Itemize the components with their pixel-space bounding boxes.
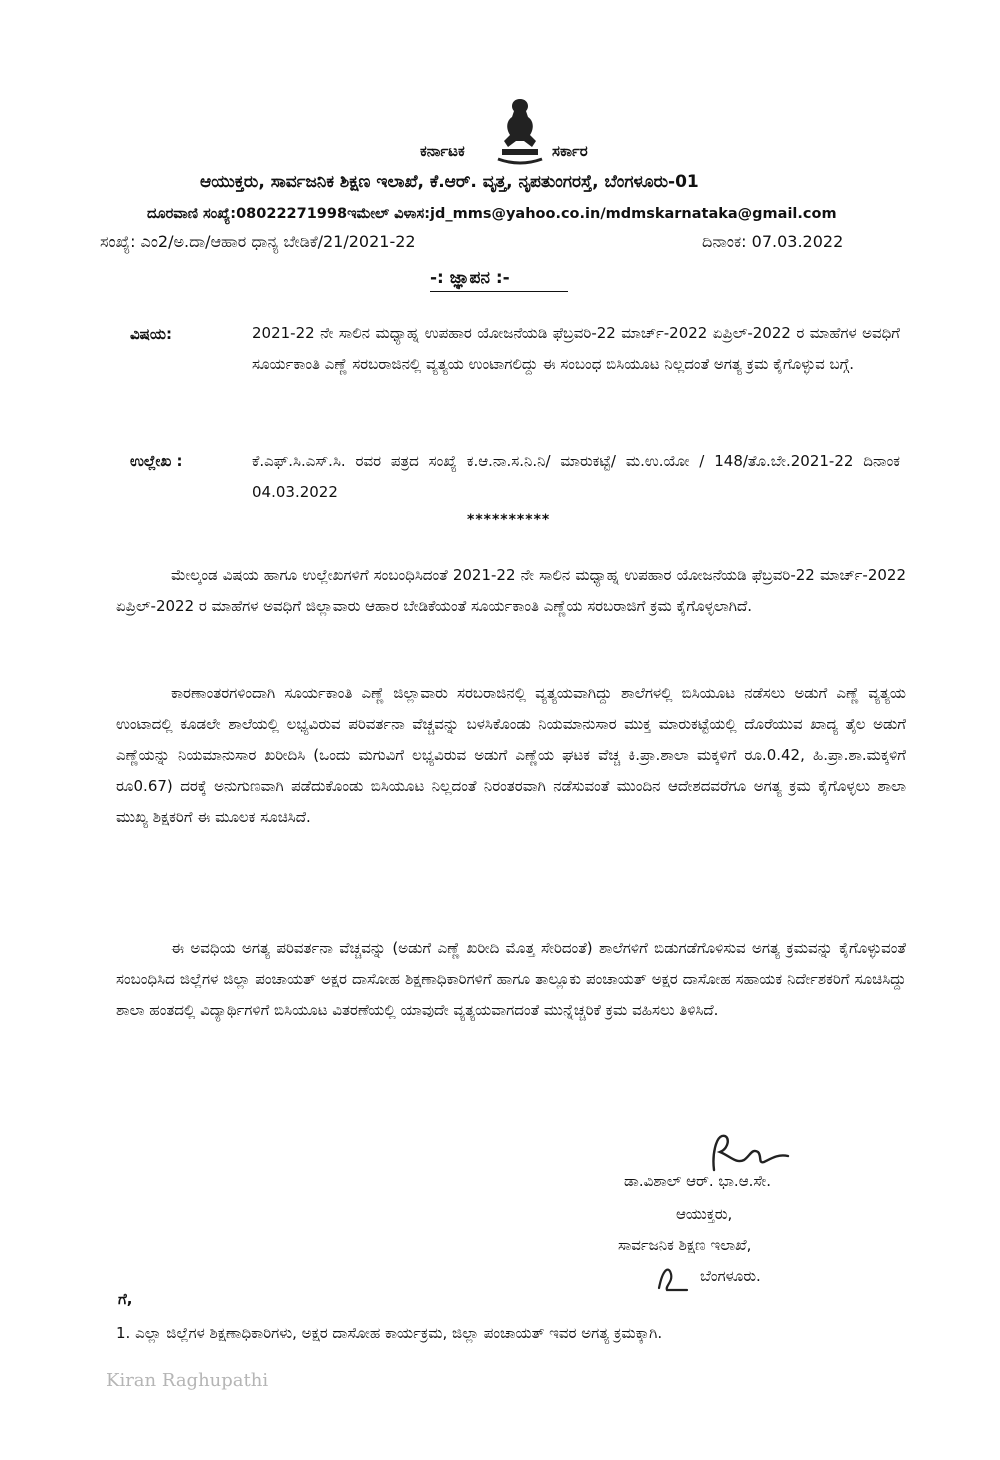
recipients-label: ಗೆ,: [118, 1290, 133, 1308]
signatory-designation: ಆಯುಕ್ತರು,: [676, 1205, 733, 1223]
memo-date: ದಿನಾಂಕ: 07.03.2022: [702, 232, 844, 251]
memo-title-underline: [430, 291, 568, 292]
body-paragraph-2: ಕಾರಣಾಂತರಗಳಿಂದಾಗಿ ಸೂರ್ಯಕಾಂತಿ ಎಣ್ಣೆ ಜಿಲ್ಲಾವಾರು ಸರಬರಾಜಿನಲ್ಲಿ ವ್ಯತ್ಯಯವಾಗಿದ್ದು ಶಾಲೆಗಳಲ್ಲಿ ಬಿಸಿಯೂಟ ನಡೆಸಲು ಅಡುಗೆ ಎಣ್ಣೆ ವ್ಯತ್ಯಯ ಉಂಟಾದಲ್ಲಿ ಕೂಡಲೇ ಶಾಲೆಯಲ್ಲಿ ಲಭ್ಯವಿರುವ ಪರಿವರ್ತನಾ ವೆಚ್ಚವನ್ನು ಬಳಸಿಕೊಂಡು ನಿಯಮಾನುಸಾರ ಮುಕ್ತ ಮಾರುಕಟ್ಟೆಯಲ್ಲಿ ದೊರೆಯುವ ಖಾದ್ಯ ತೈಲ ಅಡುಗೆ ಎಣ್ಣೆಯನ್ನು ನಿಯಮಾನುಸಾರ ಖರೀದಿಸಿ (ಒಂದು ಮಗುವಿಗೆ ಲಭ್ಯವಿರುವ ಅಡುಗೆ ಎಣ್ಣೆಯ ಘಟಕ ವೆಚ್ಚ ಕಿ.ಪ್ರಾ.ಶಾಲಾ ಮಕ್ಕಳಿಗೆ ರೂ.0.42, ಹಿ.ಪ್ರಾ.ಶಾ.ಮಕ್ಕಳಿಗೆ ರೂ0.67) ದರಕ್ಕೆ ಅನುಗುಣವಾಗಿ ಪಡೆದುಕೊಂಡು ಬಿಸಿಯೂಟ ನಿಲ್ಲದಂತೆ ನಿರಂತರವಾಗಿ ನಡೆಸುವಂತೆ ಮುಂದಿನ ಆದೇಶದವರೆಗೂ ಅಗತ್ಯ ಕ್ರಮ ಕೈಗೊಳ್ಳಲು ಶಾಲಾ ಮುಖ್ಯ ಶಿಕ್ಷಕರಿಗೆ ಈ ಮೂಲಕ ಸೂಚಿಸಿದೆ.: [116, 684, 906, 826]
watermark: Kiran Raghupathi: [106, 1370, 269, 1391]
recipient-item: 1. ಎಲ್ಲಾ ಜಿಲ್ಲೆಗಳ ಶಿಕ್ಷಣಾಧಿಕಾರಿಗಳು, ಅಕ್ಷರ ದಾಸೋಹ ಕಾರ್ಯಕ್ರಮ, ಜಿಲ್ಲಾ ಪಂಚಾಯತ್ ಇವರ ಅಗತ್ಯ ಕ್ರಮಕ್ಕಾಗಿ.: [116, 1324, 663, 1342]
office-address: ಆಯುಕ್ತರು, ಸಾರ್ವಜನಿಕ ಶಿಕ್ಷಣ ಇಲಾಖೆ, ಕೆ.ಆರ್. ವೃತ್ತ, ನೃಪತುಂಗರಸ್ತೆ, ಬೆಂಗಳೂರು-01: [200, 172, 699, 192]
reference-number: ಸಂಖ್ಯೆ: ಎಂ2/ಅ.ದಾ/ಆಹಾರ ಧಾನ್ಯ ಬೇಡಿಕೆ/21/2021-22: [100, 232, 416, 251]
signatory-name: ಡಾ.ವಿಶಾಲ್ ಆರ್. ಭಾ.ಆ.ಸೇ.: [624, 1172, 772, 1190]
state-emblem-icon: [490, 95, 550, 170]
initial-mark-icon: [655, 1262, 695, 1294]
subject-label: ವಿಷಯ:: [130, 325, 172, 343]
body-paragraph-3: ಈ ಅವಧಿಯ ಅಗತ್ಯ ಪರಿವರ್ತನಾ ವೆಚ್ಚವನ್ನು (ಅಡುಗೆ ಎಣ್ಣೆ ಖರೀದಿ ಮೊತ್ತ ಸೇರಿದಂತೆ) ಶಾಲೆಗಳಿಗೆ ಬಿಡುಗಡೆಗೊಳಿಸುವ ಅಗತ್ಯ ಕ್ರಮವನ್ನು ಕೈಗೊಳ್ಳುವಂತೆ ಸಂಬಂಧಿಸಿದ ಜಿಲ್ಲೆಗಳ ಜಿಲ್ಲಾ ಪಂಚಾಯತ್ ಅಕ್ಷರ ದಾಸೋಹ ಶಿಕ್ಷಣಾಧಿಕಾರಿಗಳಿಗೆ ಹಾಗೂ ತಾಲ್ಲೂಕು ಪಂಚಾಯತ್ ಅಕ್ಷರ ದಾಸೋಹ ಸಹಾಯಕ ನಿರ್ದೇಶಕರಿಗೆ ಸೂಚಿಸಿದ್ದು ಶಾಲಾ ಹಂತದಲ್ಲಿ ವಿದ್ಯಾರ್ಥಿಗಳಿಗೆ ಬಿಸಿಯೂಟ ವಿತರಣೆಯಲ್ಲಿ ಯಾವುದೇ ವ್ಯತ್ಯಯವಾಗದಂತೆ ಮುನ್ನೆಚ್ಚರಿಕೆ ಕ್ರಮ ವಹಿಸಲು ತಿಳಿಸಿದೆ.: [116, 939, 906, 1019]
signatory-department: ಸಾರ್ವಜನಿಕ ಶಿಕ್ಷಣ ಇಲಾಖೆ,: [618, 1236, 752, 1254]
contact-line: ದೂರವಾಣಿ ಸಂಖ್ಯೆ:08022271998ಇಮೇಲ್ ವಿಳಾಸ:jd_mms@yahoo.co.in/mdmskarnataka@gmail.com: [147, 206, 837, 222]
header-government: ಸರ್ಕಾರ: [552, 142, 588, 160]
body-paragraph-1: ಮೇಲ್ಕಂಡ ವಿಷಯ ಹಾಗೂ ಉಲ್ಲೇಖಗಳಿಗೆ ಸಂಬಂಧಿಸಿದಂತೆ 2021-22 ನೇ ಸಾಲಿನ ಮಧ್ಯಾಹ್ನ ಉಪಹಾರ ಯೋಜನೆಯಡಿ ಫೆಬ್ರವರಿ-22 ಮಾರ್ಚ್-2022 ಏಪ್ರಿಲ್-2022 ರ ಮಾಹೆಗಳ ಅವಧಿಗೆ ಜಿಲ್ಲಾವಾರು ಆಹಾರ ಬೇಡಿಕೆಯಂತೆ ಸೂರ್ಯಕಾಂತಿ ಎಣ್ಣೆಯ ಸರಬರಾಜಿಗೆ ಕ್ರಮ ಕೈಗೊಳ್ಳಲಾಗಿದೆ.: [116, 566, 906, 615]
reference-text: ಕೆ.ಎಫ್.ಸಿ.ಎಸ್.ಸಿ. ರವರ ಪತ್ರದ ಸಂಖ್ಯೆ ಕ.ಆ.ನಾ.ಸ.ನಿ.ನಿ/ ಮಾರುಕಟ್ಟೆ/ ಮ.ಉ.ಯೋ / 148/ತೊ.ಬೇ.2021-22 ದಿನಾಂಕ 04.03.2022: [252, 452, 900, 501]
subject-text: 2021-22 ನೇ ಸಾಲಿನ ಮಧ್ಯಾಹ್ನ ಉಪಹಾರ ಯೋಜನೆಯಡಿ ಫೆಬ್ರವರಿ-22 ಮಾರ್ಚ್-2022 ಏಪ್ರಿಲ್-2022 ರ ಮಾಹೆಗಳ ಅವಧಿಗೆ ಸೂರ್ಯಕಾಂತಿ ಎಣ್ಣೆ ಸರಬರಾಜಿನಲ್ಲಿ ವ್ಯತ್ಯಯ ಉಂಟಾಗಲಿದ್ದು ಈ ಸಂಬಂಧ ಬಿಸಿಯೂಟ ನಿಲ್ಲದಂತೆ ಅಗತ್ಯ ಕ್ರಮ ಕೈಗೊಳ್ಳುವ ಬಗ್ಗೆ.: [252, 324, 900, 373]
memo-title: -: ಜ್ಞಾಪನ :-: [430, 268, 510, 288]
signatory-place: ಬೆಂಗಳೂರು.: [700, 1267, 761, 1285]
separator-stars: **********: [467, 512, 551, 528]
reference-label: ಉಲ್ಲೇಖ :: [130, 452, 183, 470]
header-karnataka: ಕರ್ನಾಟಕ: [420, 142, 465, 160]
